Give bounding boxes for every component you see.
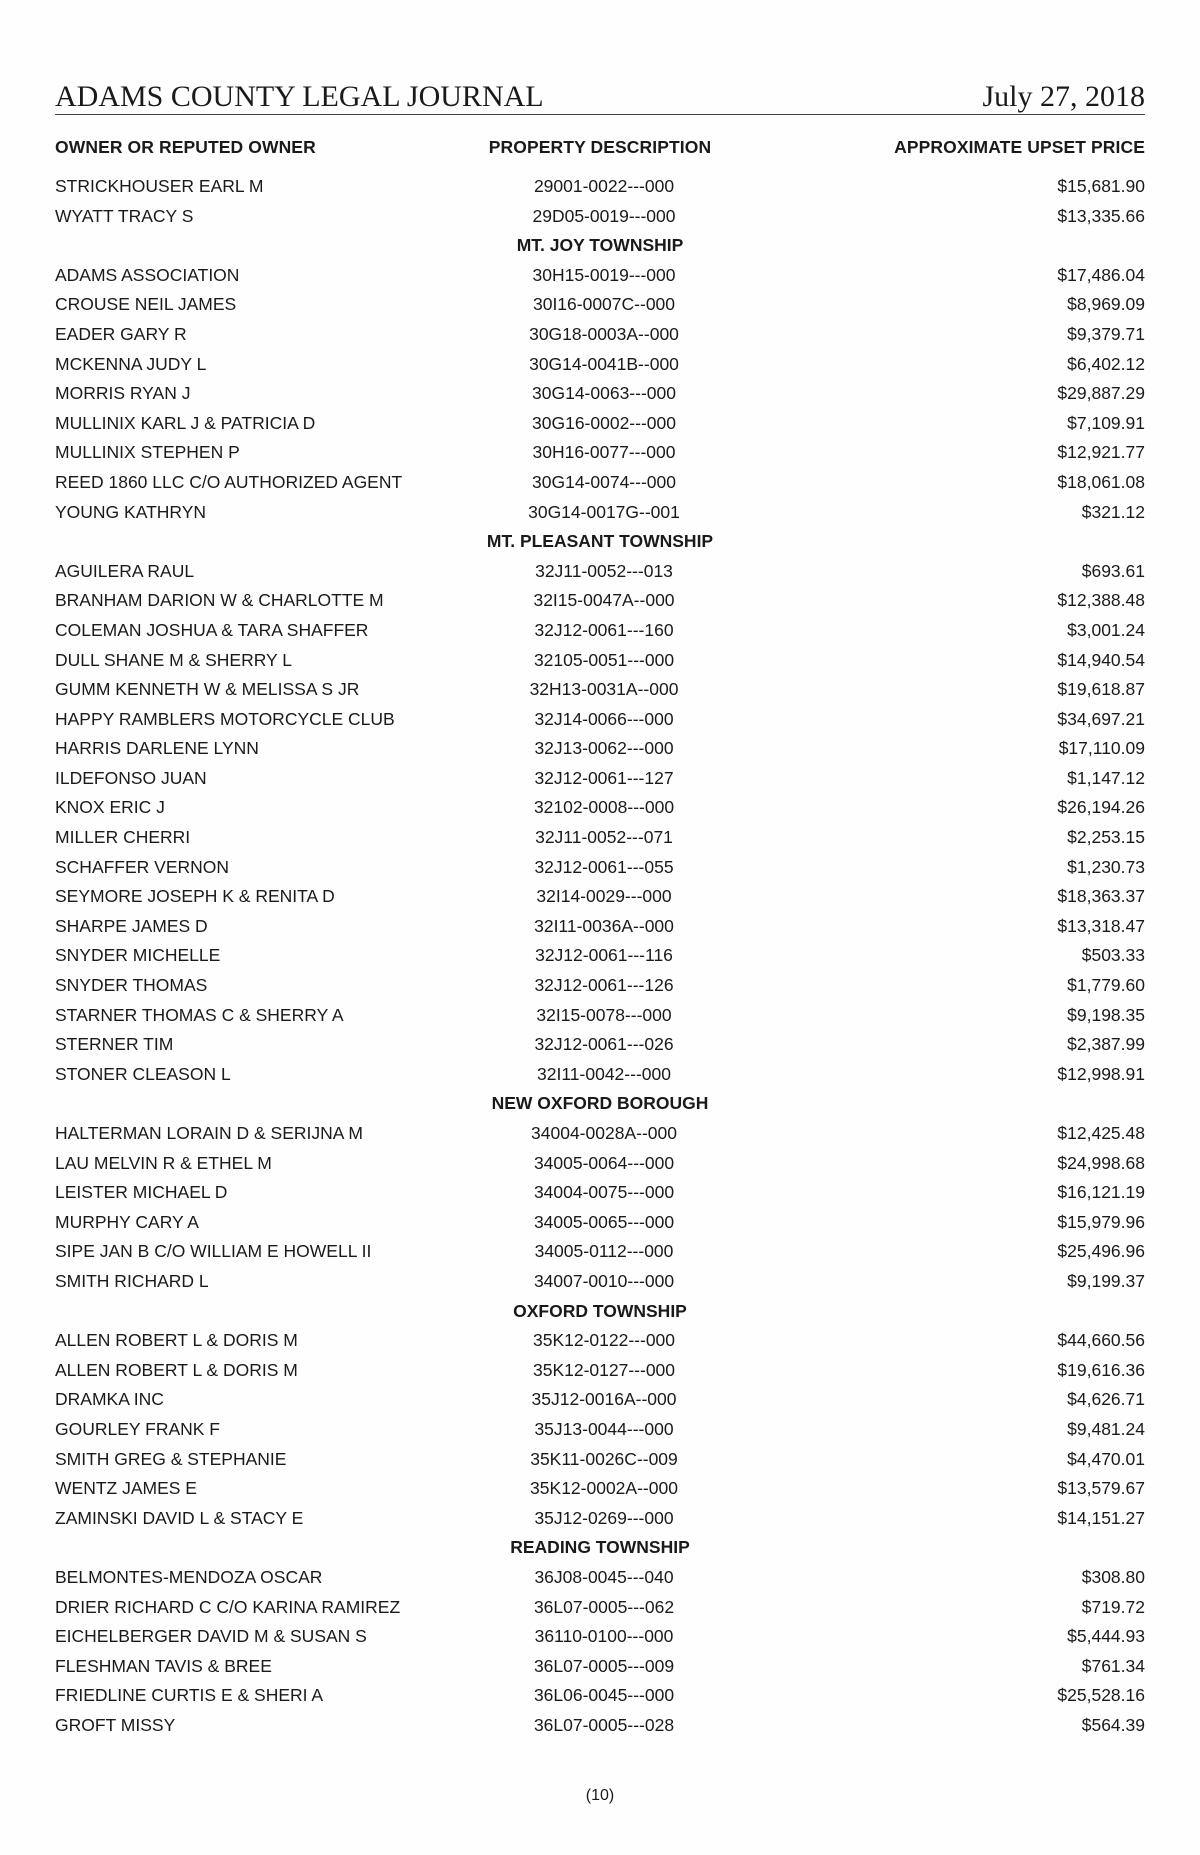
listing-row [55,1001,1145,1031]
property-description: 36L07-0005---062 [533,1596,675,1617]
owner-name: GOURLEY FRANK F [55,1418,220,1439]
owner-name: GUMM KENNETH W & MELISSA S JR [55,679,360,700]
owner-name: KNOX ERIC J [55,797,165,818]
listing-row [55,941,1145,971]
property-description: 35J13-0044---000 [534,1418,674,1439]
property-description: 30G16-0002---000 [532,412,676,433]
journal-title: ADAMS COUNTY LEGAL JOURNAL [55,80,544,113]
section-heading [55,527,1145,557]
property-description: 32J14-0066---000 [534,708,674,729]
owner-name: AGUILERA RAUL [55,560,195,581]
property-description: 32J12-0061---055 [534,856,674,877]
listing-row [55,557,1145,587]
listing-row [55,498,1145,528]
listing-row [55,764,1145,794]
owner-name: ALLEN ROBERT L & DORIS M [55,1330,298,1351]
upset-price: $693.61 [1081,560,1145,581]
listing-row [55,912,1145,942]
property-description: 34004-0075---000 [533,1182,675,1203]
property-description: 32I15-0047A--000 [533,590,675,611]
property-description: 34005-0112---000 [534,1241,674,1262]
upset-price: $15,681.90 [1057,176,1145,196]
upset-price: $5,444.93 [1067,1626,1145,1647]
property-description: 35J12-0269---000 [534,1507,674,1528]
upset-price: $9,379.71 [1067,323,1145,344]
owner-name: DRIER RICHARD C C/O KARINA RAMIREZ [55,1596,401,1617]
listing-row [55,705,1145,735]
owner-name: ZAMINSKI DAVID L & STACY E [55,1507,304,1528]
upset-price: $13,335.66 [1057,205,1145,226]
owner-name: MILLER CHERRI [55,827,191,848]
listing-row [55,675,1145,705]
listing-row [55,320,1145,350]
listing-row [55,1593,1145,1623]
owner-name: COLEMAN JOSHUA & TARA SHAFFER [55,619,369,640]
upset-price: $25,496.96 [1057,1241,1145,1262]
owner-name: REED 1860 LLC C/O AUTHORIZED AGENT [55,471,403,492]
property-listing [55,172,1145,1740]
property-description: 30H15-0019---000 [532,264,676,285]
section-title: MT. PLEASANT TOWNSHIP [486,531,714,552]
section-title: OXFORD TOWNSHIP [513,1300,687,1321]
upset-price: $19,618.87 [1057,679,1145,700]
owner-name: ALLEN ROBERT L & DORIS M [55,1359,298,1380]
upset-price: $16,121.19 [1057,1182,1145,1203]
upset-price: $8,969.09 [1067,294,1145,315]
owner-name: MURPHY CARY A [55,1211,199,1232]
owner-name: GROFT MISSY [55,1714,176,1735]
owner-name: SEYMORE JOSEPH K & RENITA D [55,886,335,907]
issue-date: July 27, 2018 [982,80,1145,113]
upset-price: $14,151.27 [1057,1507,1145,1528]
owner-name: ILDEFONSO JUAN [55,767,207,788]
property-description: 32I11-0042---000 [537,1063,671,1084]
listing-row [55,971,1145,1001]
property-description: 34005-0064---000 [533,1152,675,1173]
listing-row [55,350,1145,380]
section-title: READING TOWNSHIP [510,1537,690,1558]
listing-row [55,646,1145,676]
price-column-header: APPROXIMATE UPSET PRICE [894,137,1145,157]
property-description: 36L07-0005---028 [533,1714,675,1735]
owner-name: HALTERMAN LORAIN D & SERIJNA M [55,1123,363,1143]
property-description: 36L07-0005---009 [533,1655,675,1676]
upset-price: $25,528.16 [1057,1685,1145,1706]
owner-name: DRAMKA INC [55,1389,164,1410]
upset-price: $564.39 [1081,1714,1145,1735]
owner-name: STONER CLEASON L [55,1063,231,1084]
property-description: 35K12-0122---000 [532,1330,676,1351]
section-heading [55,1089,1145,1119]
listing-row [55,793,1145,823]
owner-name: EADER GARY R [55,323,187,344]
property-description: 35K11-0026C--009 [530,1448,678,1469]
upset-price: $12,425.48 [1057,1123,1145,1143]
upset-price: $1,230.73 [1067,856,1145,877]
owner-name: MULLINIX KARL J & PATRICIA D [55,412,316,433]
listing-row [55,1474,1145,1504]
property-description: 30H16-0077---000 [532,442,676,463]
property-description: 32J13-0062---000 [534,738,674,759]
upset-price: $13,579.67 [1057,1478,1145,1499]
upset-price: $18,363.37 [1057,886,1145,907]
upset-price: $1,779.60 [1067,975,1145,996]
listing-row [55,1415,1145,1445]
listing-row [55,1652,1145,1682]
upset-price: $14,940.54 [1057,649,1145,670]
upset-price: $12,998.91 [1057,1063,1145,1084]
upset-price: $19,616.36 [1057,1359,1145,1380]
property-description: 36L06-0045---000 [533,1685,675,1706]
owner-name: EICHELBERGER DAVID M & SUSAN S [55,1626,367,1647]
listing-row [55,1326,1145,1356]
upset-price: $6,402.12 [1067,353,1145,374]
owner-name: SHARPE JAMES D [55,915,208,936]
listing-row [55,1622,1145,1652]
property-description: 36110-0100---000 [534,1626,674,1647]
listing-row [55,409,1145,439]
listing-row [55,1563,1145,1593]
owner-name: MCKENNA JUDY L [55,353,207,374]
listing-row [55,1237,1145,1267]
listing-row [55,172,1145,202]
owner-name: MORRIS RYAN J [55,383,191,404]
owner-name: HARRIS DARLENE LYNN [55,738,259,759]
listing-row [55,882,1145,912]
property-description: 32J11-0052---071 [535,827,673,848]
listing-row [55,468,1145,498]
listing-row [55,379,1145,409]
upset-price: $34,697.21 [1057,708,1145,729]
property-description: 32102-0008---000 [533,797,675,818]
owner-name: SMITH RICHARD L [55,1270,209,1291]
listing-row [55,261,1145,291]
upset-price: $24,998.68 [1057,1152,1145,1173]
property-column-header: PROPERTY DESCRIPTION [488,137,712,157]
listing-row [55,1445,1145,1475]
property-description: 32J12-0061---127 [534,767,674,788]
listing-row [55,1178,1145,1208]
listing-row [55,1711,1145,1741]
owner-name: BRANHAM DARION W & CHARLOTTE M [55,590,384,611]
property-description: 35K12-0002A--000 [530,1478,678,1499]
listing-row [55,1681,1145,1711]
owner-name: WYATT TRACY S [55,205,194,226]
upset-price: $12,921.77 [1057,442,1145,463]
property-description: 29D05-0019---000 [532,205,676,226]
upset-price: $15,979.96 [1057,1211,1145,1232]
property-description: 30G14-0063---000 [532,383,676,404]
section-title: MT. JOY TOWNSHIP [516,235,684,256]
upset-price: $9,199.37 [1067,1270,1145,1291]
page-number: (10) [585,1787,615,1804]
upset-price: $9,481.24 [1067,1418,1145,1439]
listing-row [55,734,1145,764]
owner-name: HAPPY RAMBLERS MOTORCYCLE CLUB [55,708,395,729]
owner-name: FRIEDLINE CURTIS E & SHERI A [55,1685,324,1706]
upset-price: $308.80 [1081,1566,1145,1587]
listing-row [55,1267,1145,1297]
property-description: 36J08-0045---040 [534,1566,674,1587]
upset-price: $7,109.91 [1067,412,1145,433]
listing-row [55,1060,1145,1090]
owner-name: SIPE JAN B C/O WILLIAM E HOWELL II [55,1241,372,1262]
upset-price: $2,387.99 [1067,1034,1145,1055]
property-description: 32I15-0078---000 [536,1004,672,1025]
listing-row [55,616,1145,646]
listing-row [55,202,1145,232]
listing-row [55,1149,1145,1179]
owner-name: YOUNG KATHRYN [55,501,207,522]
owner-name: LAU MELVIN R & ETHEL M [55,1152,272,1173]
listing-row [55,1504,1145,1534]
upset-price: $12,388.48 [1057,590,1145,611]
upset-price: $4,626.71 [1067,1389,1145,1410]
upset-price: $2,253.15 [1067,827,1145,848]
property-description: 30G14-0041B--000 [529,353,679,374]
upset-price: $18,061.08 [1057,471,1145,492]
property-description: 32105-0051---000 [533,649,675,670]
upset-price: $9,198.35 [1067,1004,1145,1025]
owner-name: LEISTER MICHAEL D [55,1182,228,1203]
listing-row [55,438,1145,468]
property-description: 30G14-0074---000 [532,471,676,492]
upset-price: $44,660.56 [1057,1330,1145,1351]
listing-row [55,1356,1145,1386]
property-description: 32J12-0061---116 [535,945,673,966]
header-rule [55,114,1145,115]
property-description: 35J12-0016A--000 [531,1389,677,1410]
upset-price: $17,110.09 [1058,738,1145,759]
owner-name: SNYDER THOMAS [55,975,208,996]
property-description: 34007-0010---000 [533,1270,675,1291]
property-description: 32J12-0061---160 [534,619,674,640]
section-heading [55,1533,1145,1563]
upset-price: $26,194.26 [1057,797,1145,818]
property-description: 34004-0028A--000 [531,1123,677,1143]
listing-row [55,823,1145,853]
upset-price: $4,470.01 [1067,1448,1145,1469]
upset-price: $17,486.04 [1057,264,1145,285]
owner-name: STARNER THOMAS C & SHERRY A [55,1004,344,1025]
property-description: 32I14-0029---000 [536,886,672,907]
upset-price: $321.12 [1081,501,1145,522]
owner-name: CROUSE NEIL JAMES [55,294,237,315]
upset-price: $761.34 [1081,1655,1145,1676]
column-headers [55,137,1145,159]
property-description: 34005-0065---000 [533,1211,675,1232]
listing-row [55,1208,1145,1238]
owner-name: DULL SHANE M & SHERRY L [55,649,292,670]
owner-name: BELMONTES-MENDOZA OSCAR [55,1566,323,1587]
upset-price: $3,001.24 [1067,619,1145,640]
owner-name: MULLINIX STEPHEN P [55,442,240,463]
property-description: 29001-0022---000 [533,176,675,196]
listing-row [55,853,1145,883]
listing-row [55,1030,1145,1060]
owner-name: STRICKHOUSER EARL M [55,176,264,196]
property-description: 32J12-0061---026 [534,1034,674,1055]
owner-name: ADAMS ASSOCIATION [55,264,240,285]
owner-name: WENTZ JAMES E [55,1478,197,1499]
owner-name: FLESHMAN TAVIS & BREE [55,1655,272,1676]
owner-name: SMITH GREG & STEPHANIE [55,1448,287,1469]
property-description: 32J12-0061---126 [534,975,674,996]
upset-price: $13,318.47 [1057,915,1145,936]
section-title: NEW OXFORD BOROUGH [491,1093,709,1114]
property-description: 32J11-0052---013 [535,560,673,581]
owner-name: STERNER TIM [55,1034,174,1055]
owner-column-header: OWNER OR REPUTED OWNER [55,137,316,157]
section-heading [55,1297,1145,1327]
listing-row [55,1385,1145,1415]
listing-row [55,290,1145,320]
property-description: 32H13-0031A--000 [529,679,679,700]
upset-price: $1,147.12 [1067,767,1145,788]
section-heading [55,231,1145,261]
upset-price: $503.33 [1081,945,1145,966]
property-description: 35K12-0127---000 [532,1359,676,1380]
property-description: 32I11-0036A--000 [534,915,674,936]
listing-row [55,586,1145,616]
owner-name: SCHAFFER VERNON [55,856,230,877]
masthead [55,62,1145,112]
upset-price: $719.72 [1081,1596,1145,1617]
property-description: 30I16-0007C--000 [532,294,676,315]
listing-row [55,1119,1145,1149]
property-description: 30G14-0017G--001 [528,501,680,522]
owner-name: SNYDER MICHELLE [55,945,221,966]
upset-price: $29,887.29 [1057,383,1145,404]
property-description: 30G18-0003A--000 [529,323,679,344]
